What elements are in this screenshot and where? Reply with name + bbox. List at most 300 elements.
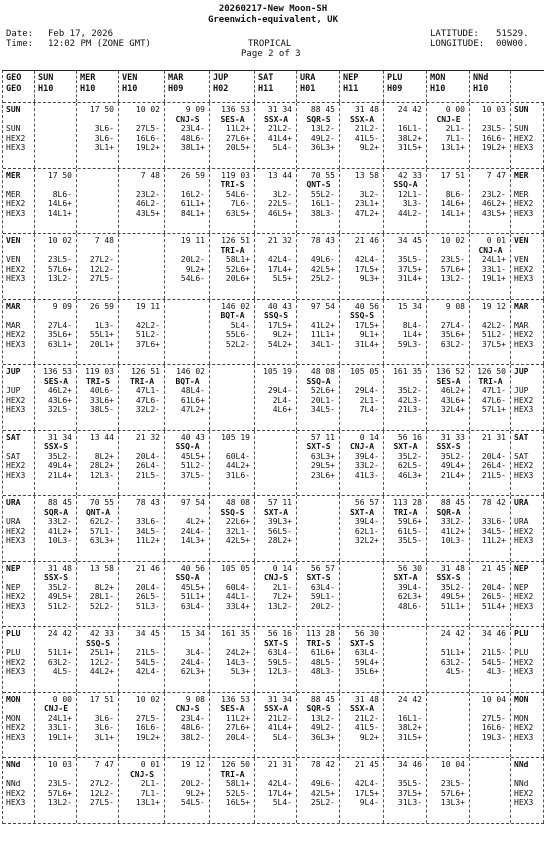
hex-line-2: 3L3- [402,199,422,208]
aspect-type [387,115,424,125]
aspect-degrees: 56 57 [310,563,335,573]
aspect-cell [255,300,297,365]
hex-line-3: 25L2- [310,274,335,283]
aspect-cell [35,234,77,299]
row-spacer [514,573,541,583]
hex-line-3: 12L3- [89,470,114,480]
hex-line-2: 33L2- [354,461,379,470]
aspect-type [473,704,508,714]
hex-line-1: 23L5- [440,255,465,264]
planet-row [3,496,544,562]
aspect-type: TRI-A [129,376,155,386]
hex-line-3: 63L5+ [225,208,250,218]
aspect-cell [255,496,297,561]
aspect-degrees: 21 31 [481,432,506,442]
hex-line-2: 61L1+ [180,199,205,208]
aspect-type [430,311,467,321]
aspect-degrees: 0 00 [52,694,72,704]
aspect-cell [119,234,165,299]
aspect-degrees: 136 53 [43,367,72,376]
aspect-degrees: 97 54 [310,301,335,311]
row-line-label-right: HEX3 [514,667,534,676]
hex-line-1: 63L4- [310,582,335,592]
aspect-degrees: 9 09 [52,301,72,311]
hex-line-1: 60L4- [225,451,250,461]
hex-line-2: 28L2+ [89,461,114,470]
hex-line-2: 17L4+ [267,788,292,798]
hex-line-2: 1L4+ [402,330,422,339]
aspect-degrees: 136 53 [221,694,250,704]
planet-row [3,300,544,366]
hex-line-2: 9L2+ [185,788,205,798]
row-line-label-right: HEX3 [514,470,534,480]
hex-line-2: 47L6- [481,395,506,405]
aspect-type [213,442,252,452]
aspect-cell [77,365,119,430]
row-line-label: HEX3 [6,208,26,218]
aspect-degrees: 126 50 [477,367,506,376]
aspect-degrees: 9 08 [185,694,205,704]
row-line-label: MAR [6,320,21,330]
aspect-type: CNJ-S [175,114,200,124]
aspect-cell [427,234,470,299]
aspect-degrees: 9 09 [185,105,205,114]
aspect-type: TRI-A [220,769,245,779]
aspect-cell [340,169,384,234]
column-code: URA [300,73,316,83]
row-line-label-right: HEX2 [514,264,534,274]
aspect-type [430,639,467,649]
hex-line-1: 13L2- [310,713,335,723]
aspect-type: SSQ-A [306,376,331,386]
hex-line-1: 8L2+ [94,451,114,461]
hex-line-2: 42L3- [397,395,422,405]
hex-line-3: 47L2+ [354,208,379,218]
column-header [427,71,470,102]
row-label-cell [3,627,35,692]
row-planet-name: MAR [6,301,21,311]
hex-line-2: 7L1- [445,133,465,143]
aspect-cell [165,431,210,496]
hex-line-3: 13L2- [440,274,465,283]
hex-line-1: 42L2- [135,320,160,330]
aspect-cell [255,234,297,299]
row-label-cell-right [511,234,544,299]
aspect-cell [384,103,427,168]
row-label-cell-right [511,431,544,496]
aspect-cell [210,365,255,430]
aspect-type: TRI-A [220,245,245,255]
aspect-type: SQR-A [436,507,461,517]
aspect-cell [427,758,470,823]
hex-line-1: 47L1- [481,386,506,395]
row-line-label-right: JUP [514,386,529,395]
hex-line-3: 34L5- [310,405,335,414]
aspect-degrees: 21 31 [267,760,292,769]
row-line-label: NNd [6,779,21,788]
hex-line-3: 35L5- [397,536,422,545]
row-line-label-right: HEX2 [514,592,534,601]
row-planet-name-right: URA [514,498,529,507]
aspect-cell [470,103,511,168]
hex-line-3: 13L2- [267,601,292,611]
hex-line-2: 27L6+ [225,133,250,143]
aspect-degrees: 48 08 [310,367,335,376]
aspect-cell [384,431,427,496]
aspect-cell [255,103,297,168]
row-line-label-right: PLU [514,648,529,657]
aspect-degrees: 56 57 [354,498,379,507]
aspect-type [213,367,252,377]
row-line-label-right: SUN [514,124,529,133]
hex-line-3: 38L3- [310,208,335,218]
row-line-label: HEX3 [6,536,26,545]
aspect-cell [210,234,255,299]
aspect-type [473,760,508,770]
aspect-degrees: 48 08 [225,498,250,507]
report-title: 20260217-New Moon-SH [218,4,328,14]
hex-line-2: 49L4+ [47,461,72,470]
hex-line-3: 37L5+ [481,339,506,349]
hex-line-2: 17L5+ [354,264,379,274]
hex-line-2: 41L4+ [267,723,292,732]
hex-line-3: 11L2+ [481,536,506,545]
hex-line-2: 26L5- [481,592,506,601]
hex-line-1: 45L5+ [180,451,205,461]
row-line-label-right: HEX3 [514,339,534,349]
row-line-label: HEX3 [6,405,26,414]
time-label: Time: [6,39,34,49]
aspect-degrees: 113 28 [306,629,335,638]
aspect-cell [470,562,511,627]
hex-line-3: 42L4- [135,667,160,676]
aspect-cell [165,496,210,561]
aspect-degrees: 88 45 [310,105,335,114]
hex-line-1: 23L5- [47,779,72,788]
hex-line-2: 7L6- [230,199,250,208]
aspect-degrees: 24 42 [47,629,72,638]
row-spacer [6,246,32,256]
hex-line-2: 12L2- [89,788,114,798]
hex-line-2: 55L6- [225,330,250,339]
aspect-cell [427,693,470,758]
aspect-degrees: 13 58 [89,563,114,573]
hex-line-1: 24L1+ [47,713,72,723]
aspect-cell [297,300,340,365]
aspect-type: SXT-A [393,573,418,582]
hex-line-1: 23L2- [135,189,160,199]
row-line-label: HEX3 [6,339,26,349]
aspect-type [473,442,508,452]
hex-line-2: 43L6+ [440,395,465,405]
aspect-cell [35,300,77,365]
aspect-type: SQR-S [306,114,331,124]
hex-line-2: 17L5+ [354,788,379,798]
aspect-type [38,639,74,649]
aspect-cell [119,169,165,234]
aspect-cell [165,300,210,365]
aspect-type [258,180,294,190]
hex-line-2: 61L6+ [180,395,205,405]
hex-line-1: 51L1+ [440,648,465,657]
aspect-cell [340,431,384,496]
aspect-degrees: 21 46 [135,563,160,573]
aspect-cell [210,496,255,561]
aspect-cell [77,300,119,365]
hex-line-2: 7L2+ [272,592,292,601]
aspect-cell [340,496,384,561]
row-line-label-right: HEX2 [514,788,534,798]
aspect-cell [210,562,255,627]
aspect-cell [384,496,427,561]
aspect-degrees: 13 58 [354,170,379,180]
aspect-type [387,311,424,321]
hex-line-3: 31L6- [225,470,250,480]
aspect-cell [427,627,470,692]
hex-line-1: 39L3+ [267,517,292,526]
aspect-type [122,639,162,649]
row-line-label-right: HEX3 [514,732,534,742]
hex-line-3: 62L3+ [180,667,205,676]
aspect-degrees: 97 54 [180,498,205,507]
row-planet-name-right: JUP [514,367,529,376]
aspect-type: SSQ-S [263,311,289,320]
row-line-label: HEX3 [6,274,26,283]
row-spacer [514,311,541,321]
longitude-label: LONGITUDE: [430,39,485,49]
hex-line-2: 11L1+ [310,330,335,339]
hex-line-1: 5L4- [230,320,250,330]
aspect-cell [165,562,210,627]
aspect-degrees: 56 30 [397,563,422,573]
aspect-type [343,770,381,780]
column-header [77,71,119,102]
planet-row [3,758,544,824]
hex-line-3: 20L2- [310,601,335,611]
aspect-degrees: 17 51 [89,694,114,704]
aspect-cell [470,758,511,823]
column-house: H10 [38,83,54,94]
row-line-label: VEN [6,255,21,264]
aspect-type [473,180,508,190]
aspect-cell [384,365,427,430]
aspect-degrees: 113 28 [393,498,422,507]
aspect-degrees: 146 02 [176,367,205,376]
row-line-label-right: HEX2 [514,133,534,143]
aspect-degrees: 7 47 [486,170,506,180]
aspect-cell [255,365,297,430]
aspect-cell [470,496,511,561]
aspect-cell [77,758,119,823]
hex-line-1: 21L2- [354,124,379,133]
hex-line-2: 59L4+ [354,657,379,667]
hex-line-3: 21L5- [135,470,160,480]
hex-line-3: 5L4- [272,732,292,742]
aspect-type [122,573,162,583]
aspect-type: CNJ-S [129,769,155,779]
hex-line-1: 23L4- [180,713,205,723]
aspect-type [473,311,508,321]
aspect-degrees: 105 19 [263,367,292,376]
row-planet-name: VEN [6,236,21,245]
row-label-cell [3,496,35,561]
hex-line-1: 21L5- [135,648,160,657]
aspect-degrees: 136 53 [221,105,250,114]
column-house: H09 [387,83,403,94]
row-line-label-right: MER [514,189,529,199]
row-line-label-right: HEX3 [514,405,534,414]
hex-line-2: 14L6+ [440,199,465,208]
hex-line-3: 48L6- [397,601,422,611]
hex-line-3: 43L5+ [481,208,506,218]
hex-line-2: 56L5- [267,526,292,536]
aspect-type [258,770,294,780]
row-spacer [514,115,541,125]
aspect-degrees: 26 59 [180,170,205,180]
hex-line-2: 24L4- [180,657,205,667]
hex-line-3: 9L3+ [359,274,379,283]
aspect-cell [297,234,340,299]
hex-line-2: 16L6- [481,723,506,732]
hex-line-1: 35L2- [440,451,465,461]
row-line-label-right: HEX3 [514,143,534,152]
aspect-degrees: 0 00 [445,105,465,114]
hex-line-2: 35L6+ [47,330,72,339]
aspect-cell [255,169,297,234]
hex-line-3: 25L2- [310,798,335,807]
aspect-degrees: 105 19 [221,432,250,442]
aspect-degrees: 40 56 [180,563,205,573]
row-spacer [514,246,541,256]
hex-line-2: 16L6- [481,133,506,143]
aspect-degrees: 24 42 [440,629,465,638]
row-line-label: HEX2 [6,592,26,601]
aspect-degrees: 0 14 [359,432,379,442]
aspect-degrees: 105 05 [350,367,379,376]
hex-line-3: 32L2- [135,405,160,414]
hex-line-1: 2L1- [445,124,465,133]
row-label-cell [3,103,35,168]
aspect-cell [427,365,470,430]
aspect-type [168,508,207,518]
aspect-type [122,704,162,714]
row-spacer [514,180,541,190]
hex-line-1: 27L4- [440,320,465,330]
column-house: H01 [300,83,316,94]
aspect-cell [77,234,119,299]
hex-line-2: 33L1- [481,264,506,274]
hex-line-1: 60L4- [225,582,250,592]
hex-line-1: 39L4- [397,582,422,592]
hex-line-1: 29L4- [267,386,292,395]
hex-line-1: 63L4- [267,648,292,657]
aspect-cell [470,431,511,496]
row-line-label-right: HEX3 [514,798,534,807]
row-planet-name-right: VEN [514,236,529,245]
aspect-type [258,433,294,443]
aspect-degrees: 21 32 [267,236,292,245]
aspect-degrees: 31 34 [47,432,72,442]
hex-line-3: 48L3- [310,667,335,676]
row-line-label-right: HEX2 [514,199,534,208]
aspect-cell [210,431,255,496]
row-label-cell-right [511,496,544,561]
hex-line-2: 35L6+ [440,330,465,339]
aspect-type [80,246,116,256]
row-label-cell [3,234,35,299]
aspect-type: SXT-S [306,442,331,451]
aspect-degrees: 70 55 [89,498,114,507]
row-label-cell [3,562,35,627]
row-line-label: URA [6,517,21,526]
row-line-label-right: SAT [514,451,529,461]
aspect-cell [427,496,470,561]
row-label-cell-right [511,562,544,627]
hex-line-3: 31L5+ [397,732,422,742]
aspect-type [80,704,116,714]
hex-line-1: 42L4- [354,779,379,788]
row-label-cell-right [511,169,544,234]
aspect-type [168,180,207,190]
hex-line-3: 13L2- [47,798,72,807]
aspect-type: SES-A [220,114,245,124]
aspect-type: SXT-S [306,573,331,582]
row-line-label-right: HEX3 [514,274,534,283]
aspect-degrees: 10 02 [135,105,160,114]
row-spacer [6,377,32,387]
column-code: JUP [213,73,229,83]
aspect-degrees: 7 48 [140,170,160,180]
aspect-degrees: 105 05 [221,563,250,573]
aspect-type: TRI-A [478,376,503,386]
hex-line-2: 7L1- [140,788,160,798]
hex-line-1: 54L6- [225,189,250,199]
row-planet-name-right: NEP [514,563,529,573]
aspect-type: QNT-S [306,180,331,189]
hex-line-3: 42L5+ [225,536,250,545]
hex-line-3: 38L1+ [180,143,205,152]
aspect-cell [340,562,384,627]
hex-line-1: 12L1- [397,189,422,199]
aspect-degrees: 126 51 [131,367,160,376]
row-planet-name: SAT [6,432,21,442]
hex-line-2: 63L2- [47,657,72,667]
hex-line-1: 47L1- [135,386,160,395]
aspect-cell [35,627,77,692]
column-code: PLU [387,73,403,83]
aspect-cell [255,758,297,823]
aspect-type [80,573,116,583]
hex-line-3: 37L5- [180,470,205,480]
row-line-label: JUP [6,386,21,395]
hex-line-2: 41L4+ [267,133,292,143]
row-line-label-right: HEX3 [514,601,534,611]
aspect-degrees: 0 01 [140,760,160,769]
hex-line-2: 38L2+ [397,133,422,143]
planet-row [3,562,544,628]
hex-line-1: 40L6- [89,386,114,395]
hex-line-3: 31L4+ [397,274,422,283]
hex-line-3: 51L4+ [481,601,506,611]
aspect-degrees: 7 47 [94,760,114,769]
hex-line-3: 35L6+ [354,667,379,676]
hex-line-2: 33L1- [47,723,72,732]
aspect-type: CNJ-A [478,245,503,255]
row-spacer [6,704,32,714]
hex-line-3: 36L3+ [310,732,335,742]
hex-line-3: 31L3- [397,798,422,807]
aspect-cell [35,431,77,496]
